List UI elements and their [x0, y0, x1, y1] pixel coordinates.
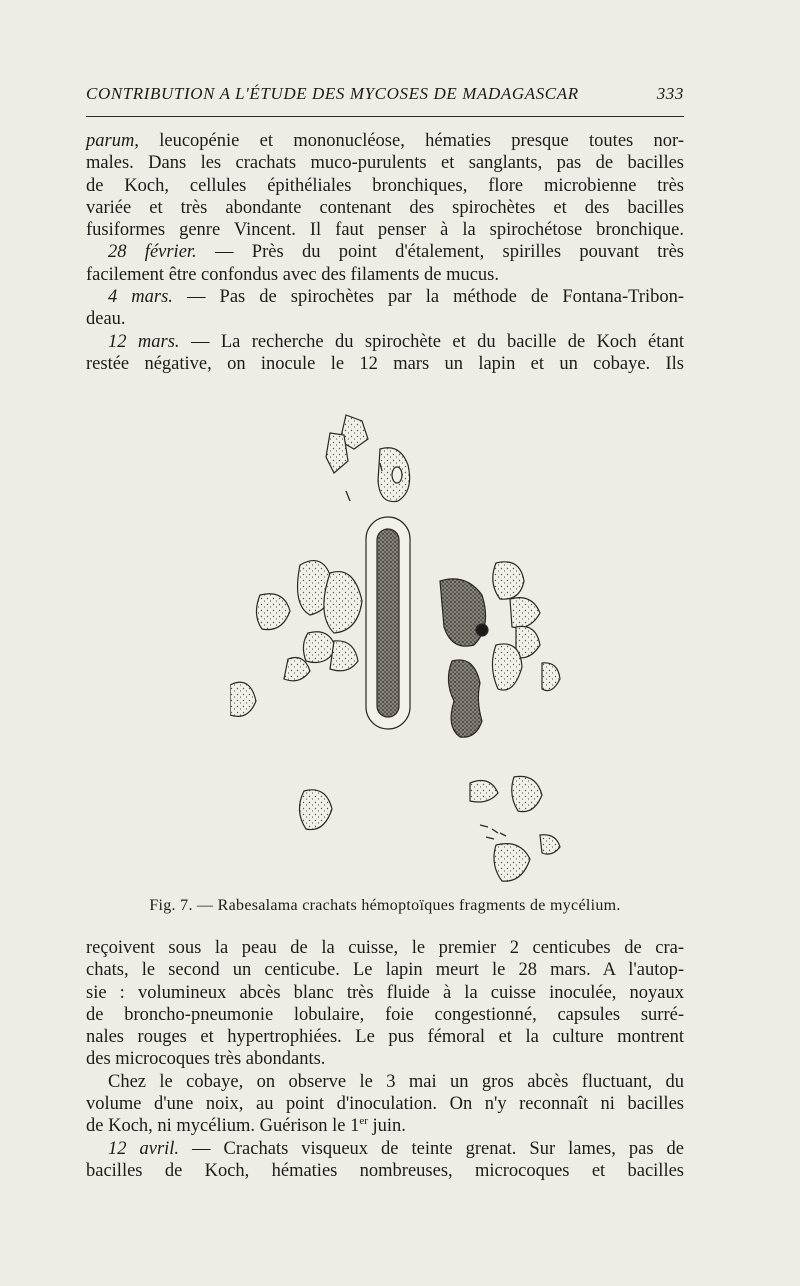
text-line: males. Dans les crachats muco-purulents et sanglants, pas de bacilles [86, 153, 684, 174]
cell [299, 790, 332, 830]
cell [330, 641, 358, 671]
microscopy-drawing [230, 405, 590, 895]
text-line: parum, leucopénie et mononucléose, hématies presque toutes nor- [86, 131, 684, 151]
cell [326, 433, 348, 473]
entry-date: 12 avril. [108, 1138, 180, 1159]
cell [256, 594, 290, 630]
header-rule [86, 116, 684, 117]
cell-nucleus [392, 467, 402, 483]
text-line: 12 avril. — Crachats visqueux de teinte grenat. Sur lames, pas de [108, 1138, 684, 1159]
figure-caption: Fig. 7. — Rabesalama crachats hémoptoïques fragments de mycélium. [149, 897, 621, 914]
text-line: de broncho-pneumonie lobulaire, foie congestionné, capsules surré- [86, 1004, 684, 1025]
text-line: sie : volumineux abcès blanc très fluide à la cuisse inoculée, noyaux [86, 982, 684, 1003]
text-line: Chez le cobaye, on observe le 3 mai un gros abcès fluctuant, du [108, 1071, 684, 1092]
text-line: 4 mars. — Pas de spirochètes par la méthode de Fontana-Tribon- [108, 287, 684, 308]
text-line: variée et très abondante contenant des spirochètes et des bacilles [86, 197, 684, 218]
text-line: volume d'une noix, au point d'inoculation. On n'y reconnaît ni bacilles [86, 1094, 684, 1115]
text-block-top [86, 130, 684, 375]
text-line: facilement être confondus avec des filaments de mucus. [86, 264, 500, 285]
text-line: bacilles de Koch, hématies nombreuses, microcoques et bacilles [86, 1160, 684, 1181]
text-line: reçoivent sous la peau de la cuisse, le premier 2 centicubes de cra- [86, 938, 684, 958]
text-line: 28 février. — Près du point d'étalement, spirilles pouvant très [108, 242, 684, 263]
cell-nucleus [476, 624, 488, 636]
entry-date: 4 mars. [108, 287, 173, 308]
figure-illustration [230, 405, 590, 895]
cell [470, 781, 498, 802]
cell [512, 776, 542, 811]
cell [516, 626, 540, 657]
mycelium-fragment-inner [377, 529, 399, 717]
cell [540, 835, 560, 854]
cell [494, 844, 530, 882]
dark-fragment [448, 660, 482, 737]
entry-date: 12 mars. [108, 331, 180, 352]
cell [542, 663, 560, 691]
text-line: des microcoques très abondants. [86, 1049, 326, 1070]
running-title: CONTRIBUTION A L'ÉTUDE DES MYCOSES DE MADAGASCAR [86, 84, 579, 103]
text-line: 12 mars. — La recherche du spirochète et du bacille de Koch étant [108, 331, 684, 352]
cell [510, 598, 540, 628]
cell [493, 562, 524, 599]
text-block-bottom [86, 937, 684, 1182]
text-line: nales rouges et hypertrophiées. Le pus fémoral et la culture montrent [86, 1027, 684, 1048]
text-line: de Koch, ni mycélium. Guérison le 1er juin. [86, 1115, 406, 1137]
text-line: chats, le second un centicube. Le lapin meurt le 28 mars. A l'autop- [86, 960, 684, 981]
cell [230, 682, 256, 716]
text-line: restée négative, on inocule le 12 mars un lapin et un cobaye. Ils [86, 353, 684, 374]
running-header [86, 84, 684, 104]
text-line: fusiformes genre Vincent. Il faut penser à la spirochétose bronchique. [86, 220, 684, 241]
text-line: deau. [86, 309, 126, 330]
cell [324, 572, 362, 633]
dark-cell [440, 579, 486, 646]
text-line: de Koch, cellules épithéliales bronchiques, flore microbienne très [86, 175, 684, 196]
cell [492, 644, 522, 690]
page-number: 333 [656, 84, 684, 103]
entry-date: 28 février. [108, 242, 197, 263]
